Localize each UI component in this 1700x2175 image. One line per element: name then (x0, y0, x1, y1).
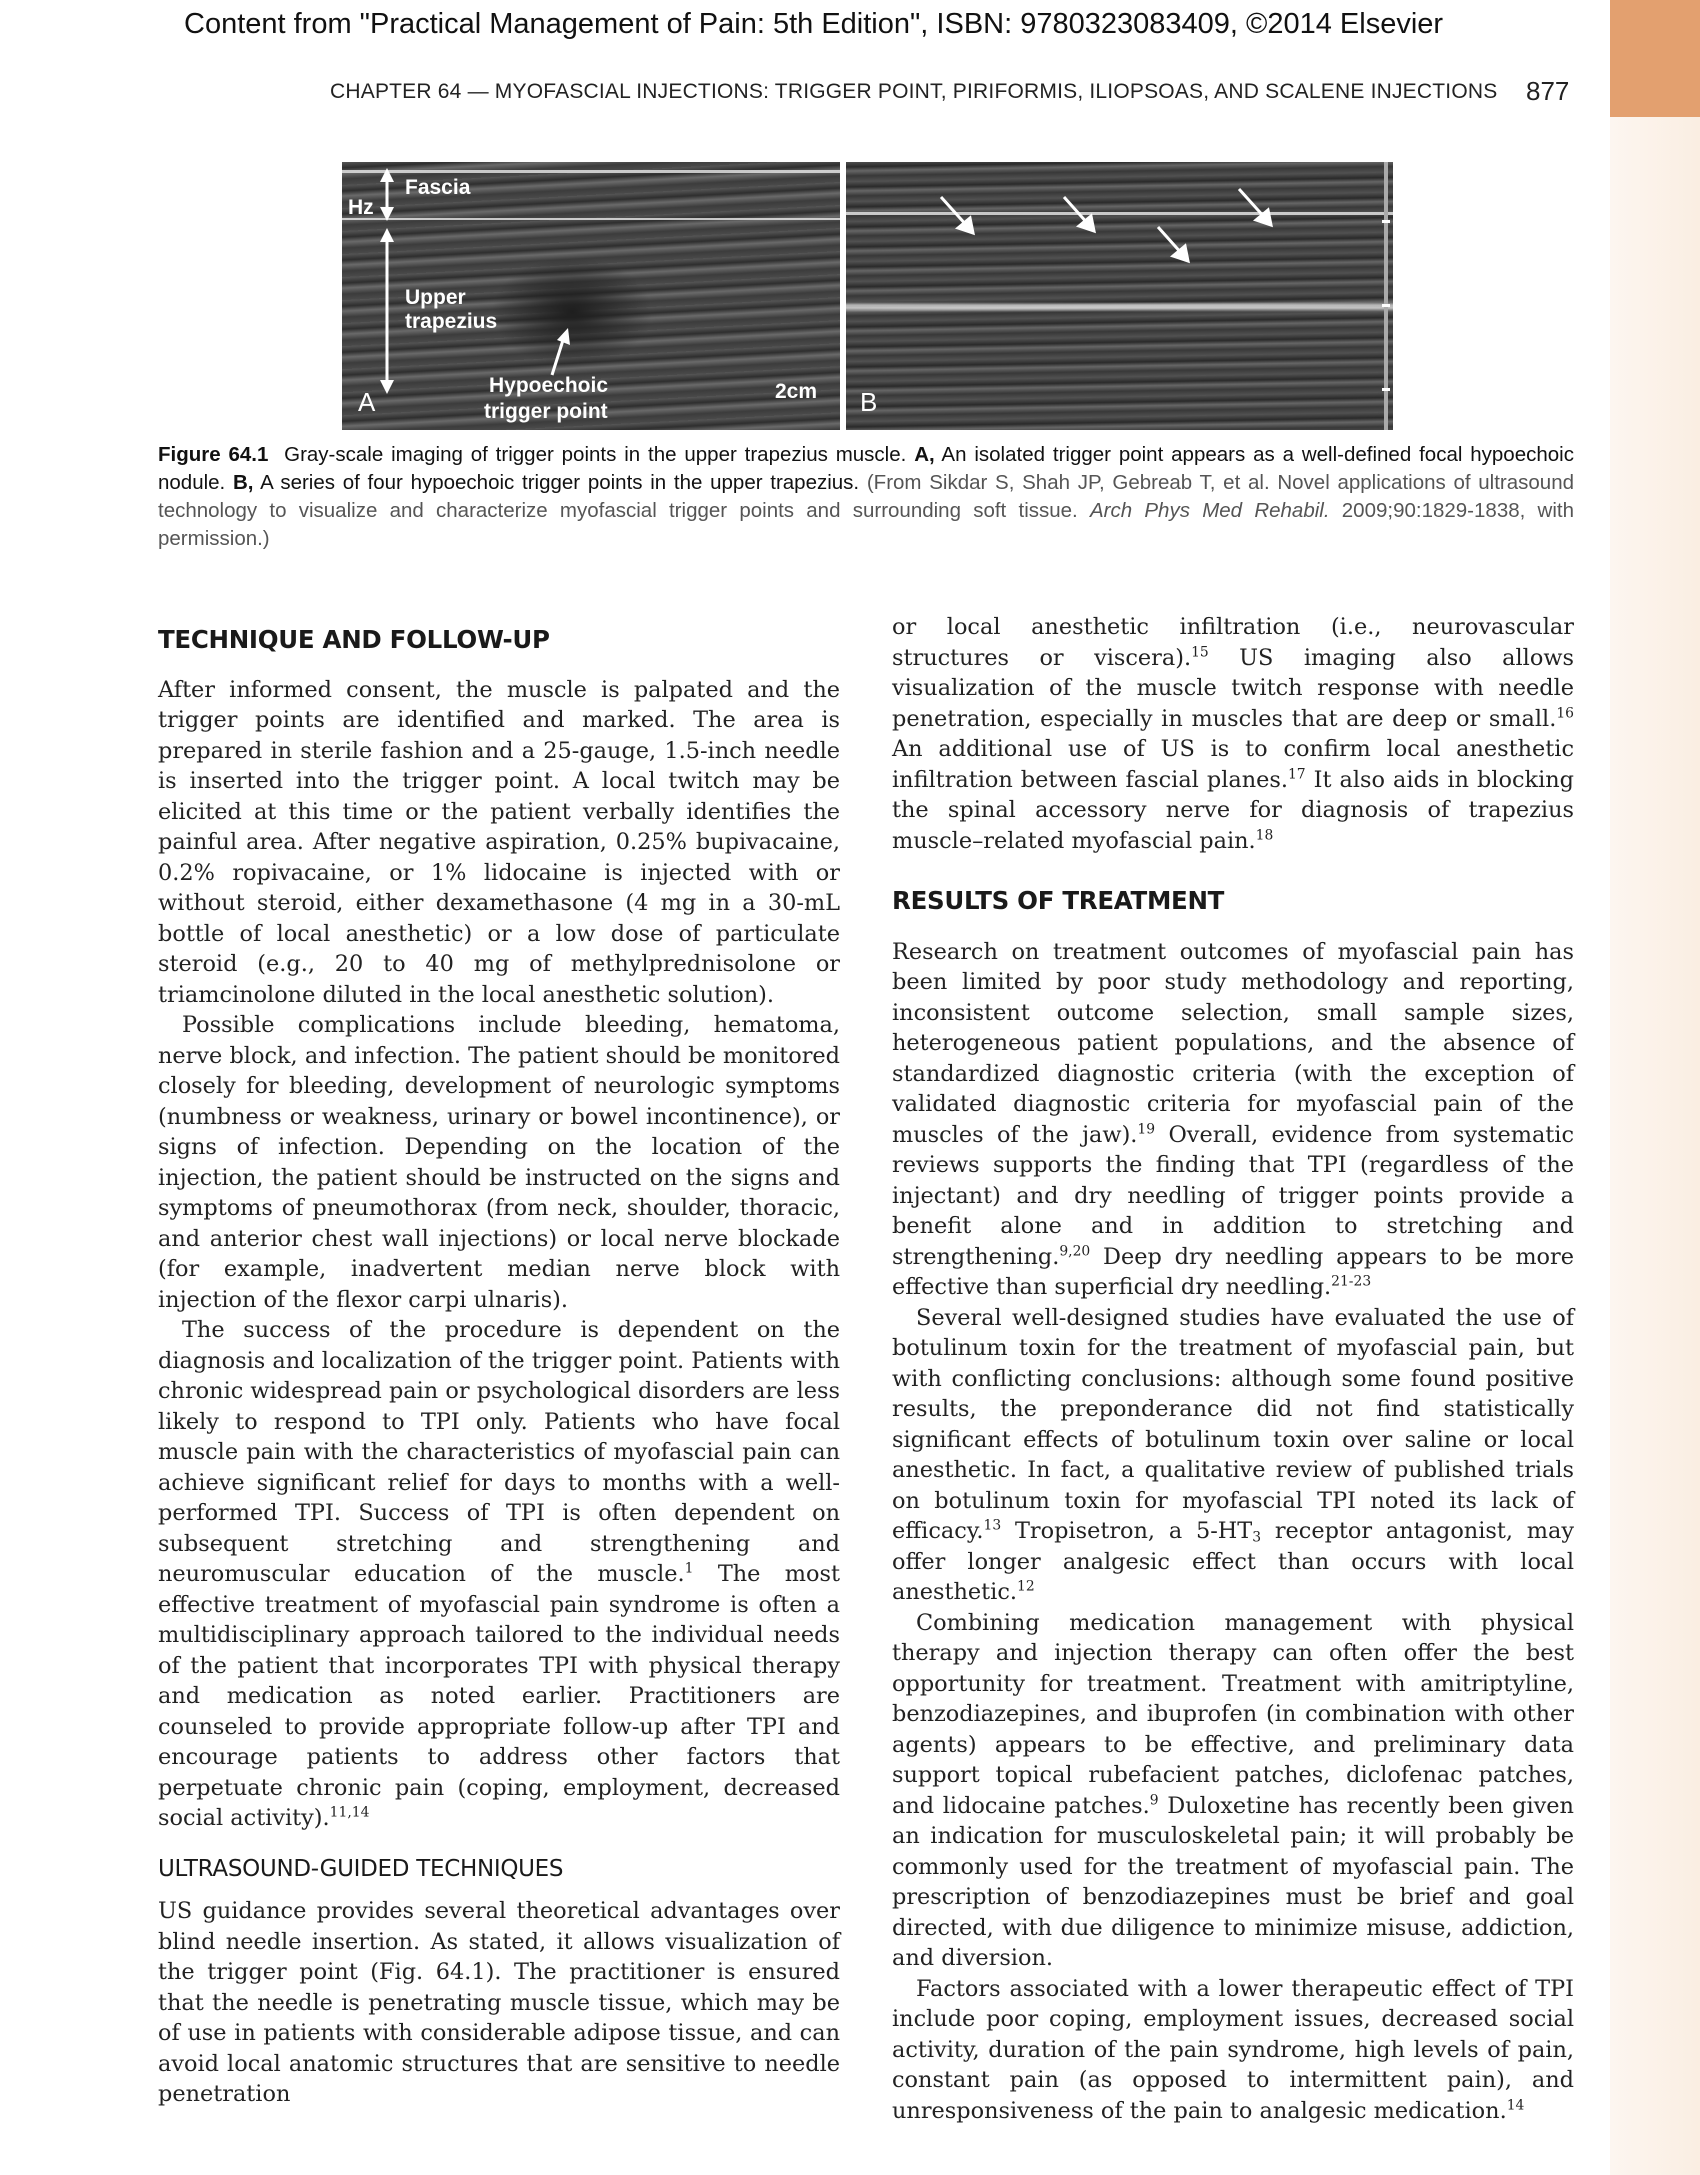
heading-results: RESULTS OF TREATMENT (892, 886, 1225, 915)
paragraph: Research on treatment outcomes of myofascial pain has been limited by poor study methodology and reporting, inconsistent outcome selection, small sample sizes, heterogeneous patient populations, and the absence of standardized diagnostic criteria (with the exception of validated diagnostic criteria for myofascial pain of the muscles of the jaw).$^{19}$ Overall, evidence from systematic reviews supports the finding that TPI (regardless of the injectant) and dry needling of trigger points provide a benefit alone and in addition to stretching and strengthening.$^{9,20}$ Deep dry needling appears to be more effective than superficial dry needling.$^{21-23}$ (892, 938, 1574, 1300)
citation: 21-23 (1331, 1273, 1372, 1290)
citation: 14 (1506, 2097, 1525, 2114)
panel-b-trigger-arrows (846, 162, 1393, 430)
caption-b-text: A series of four hypoechoic trigger points in the upper trapezius. (260, 471, 860, 494)
label-trapezius: trapezius (405, 310, 498, 333)
citation: 16 (1556, 705, 1574, 722)
panel-a-letter: A (358, 387, 376, 417)
caption-source-end: 2009;90:1829-1838, with permission.) (158, 499, 1575, 550)
heading-ultrasound: ULTRASOUND-GUIDED TECHNIQUES (158, 1855, 564, 1882)
label-hypoechoic: Hypoechoic (489, 374, 609, 397)
citation: 19 (1137, 1121, 1156, 1138)
citation: 17 (1287, 766, 1306, 783)
heading-technique: TECHNIQUE AND FOLLOW-UP (158, 625, 550, 654)
label-upper: Upper (405, 286, 466, 309)
ultrasound-panel-a (342, 162, 840, 430)
source-line: Content from "Practical Management of Pain: 5th Edition", ISBN: 9780323083409, ©2014 Elsevier (184, 8, 1444, 40)
citation: 11,14 (329, 1804, 370, 1821)
label-fascia: Fascia (405, 176, 471, 199)
caption-b-label: B, (232, 471, 254, 494)
caption-a-label: A, (914, 443, 935, 466)
panel-b-letter: B (860, 387, 878, 417)
paragraph: Possible complications include bleeding, hematoma, nerve block, and infection. The patient should be monitored closely for bleeding, development of neurologic symptoms (numbness or weakness, urinary or bowel incontinence), or signs of infection. Depending on the location of the injection, the patient should be instructed on the signs and symptoms of pneumothorax (from neck, shoulder, thoracic, and anterior chest wall injections) or local nerve blockade (for example, inadvertent median nerve block with injection of the flexor carpi ulnaris). (158, 1012, 840, 1313)
figure-caption (158, 441, 1574, 553)
citation: 9,20 (1059, 1243, 1091, 1260)
citation: 1 (684, 1560, 694, 1577)
caption-text: Gray-scale imaging of trigger points in the upper trapezius muscle. (284, 443, 907, 466)
paragraph: Factors associated with a lower therapeutic effect of TPI include poor coping, employment issues, decreased social activity, duration of the pain syndrome, high levels of pain, constant pain (as opposed to intermittent pain), and unresponsiveness of the pain to analgesic medication.$^{14}$ (892, 1975, 1574, 2124)
caption-journal: Arch Phys Med Rehabil. (1090, 499, 1330, 522)
page-side-band (1610, 117, 1700, 2175)
chapter-tab (1610, 0, 1700, 117)
citation: 13 (983, 1517, 1002, 1534)
paragraph: or local anesthetic infiltration (i.e., neurovascular structures or viscera).$^{15}$ US imaging also allows visualization of the muscle twitch response with needle penetration, especially in muscles that are deep or small.$^{16}$ An additional use of US is to confirm local anesthetic infiltration between fascial planes.$^{17}$ It also aids in blocking the spinal accessory nerve for diagnosis of trapezius muscle–related myofascial pain.$^{18}$ (892, 614, 1574, 854)
subscript: 3 (1252, 1529, 1262, 1546)
paragraph: Several well-designed studies have evaluated the use of botulinum toxin for the treatment of myofascial pain, but with conflicting conclusions: although some found positive results, the preponderance did not find statistically significant effects of botulinum toxin over saline or local anesthetic. In fact, a qualitative review of published trials on botulinum toxin for myofascial TPI noted its lack of efficacy.$^{13}$ Tropisetron, a $5-HT_3$ receptor antagonist, may offer longer analgesic effect than occurs with local anesthetic.$^{12}$ (892, 1304, 1574, 1605)
ultrasound-panel-b (846, 162, 1393, 430)
label-trigger-point: trigger point (484, 400, 608, 423)
citation: 9 (1149, 1792, 1159, 1809)
paragraph: Combining medication management with physical therapy and injection therapy can often offer the best opportunity for treatment. Treatment with amitriptyline, benzodiazepines, and ibuprofen (in combination with other agents) appears to be effective, and preliminary data support topical rubefacient patches, diclofenac patches, and lidocaine patches.$^9$ Duloxetine has recently been given an indication for musculoskeletal pain; it will probably be commonly used for the treatment of myofascial pain. The prescription of benzodiazepines must be brief and goal directed, with due diligence to minimize misuse, addiction, and diversion. (892, 1609, 1574, 1971)
paragraph: US guidance provides several theoretical advantages over blind needle insertion. As stated, it allows visualization of the trigger point (Fig. 64.1). The practitioner is ensured that the needle is penetrating muscle tissue, which may be of use in patients with considerable adipose tissue, and can avoid local anatomic structures that are sensitive to needle penetration (158, 1898, 840, 2107)
paragraph: The success of the procedure is dependent on the diagnosis and localization of the trigger point. Patients with chronic widespread pain or psychological disorders are less likely to respond to TPI only. Patients who have focal muscle pain with the characteristics of myofascial pain can achieve significant relief for days to months with a well-performed TPI. Success of TPI is often dependent on subsequent stretching and strengthening and neuromuscular education of the muscle.$^1$ The most effective treatment of myofascial pain syndrome is often a multidisciplinary approach tailored to the individual needs of the patient that incorporates TPI with physical therapy and medication as noted earlier. Practitioners are counseled to provide appropriate follow-up after TPI and encourage patients to address other factors that perpetuate chronic pain (coping, employment, decreased social activity).$^{11,14}$ (158, 1317, 840, 1831)
citation: 18 (1255, 827, 1274, 844)
paragraph: After informed consent, the muscle is palpated and the trigger points are identified and marked. The area is prepared in sterile fashion and a 25-gauge, 1.5-inch needle is inserted into the trigger point. A local twitch may be elicited at this time or the patient verbally identifies the painful area. After negative aspiration, 0.25% bupivacaine, 0.2% ropivacaine, or 1% lidocaine is injected with or without steroid, either dexamethasone (4 mg in a 30-mL bottle of local anesthetic) or a low dose of particulate steroid (e.g., 20 to 40 mg of methylprednisolone or triamcinolone diluted in the local anesthetic solution). (158, 676, 840, 1008)
label-scale: 2cm (775, 380, 818, 403)
caption-a-text: An isolated trigger point appears as a well-defined focal hypoechoic nodule. (158, 443, 1574, 494)
running-head: CHAPTER 64 — MYOFASCIAL INJECTIONS: TRIGGER POINT, PIRIFORMIS, ILIOPSOAS, AND SCALENE INJECTIONS (330, 80, 1498, 103)
figure-label: Figure 64.1 (158, 443, 269, 466)
page-number: 877 (1526, 76, 1570, 106)
citation: 12 (1017, 1578, 1035, 1595)
left-column (158, 625, 840, 2110)
citation: 15 (1191, 644, 1209, 661)
label-hz: Hz (348, 196, 374, 219)
caption-source: (From Sikdar S, Shah JP, Gebreab T, et al. Novel applications of ultrasound technology to visualize and characterize myofascial trigger points and surrounding soft tissue. (158, 471, 1574, 522)
right-column (892, 612, 1574, 2126)
